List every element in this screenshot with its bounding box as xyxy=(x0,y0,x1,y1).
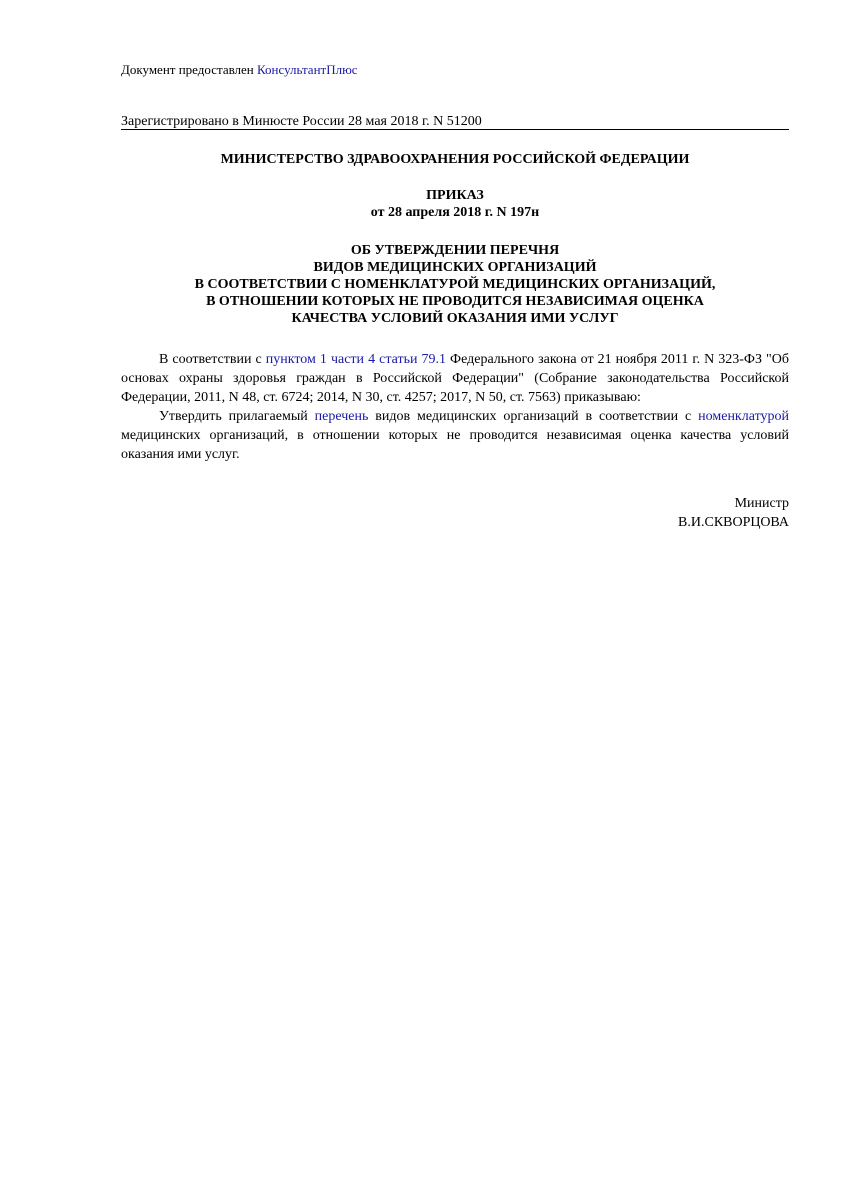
paragraph-text: Утвердить прилагаемый xyxy=(159,409,315,424)
paragraph-decision xyxy=(121,407,789,464)
signature-block xyxy=(121,494,789,532)
order-heading xyxy=(121,187,789,221)
consultant-brand-link[interactable]: Консультант xyxy=(257,62,327,77)
subject-line: В СООТВЕТСТВИИ С НОМЕНКЛАТУРОЙ МЕДИЦИНСКИХ ОРГАНИЗАЦИЙ, xyxy=(194,277,716,292)
paragraph-text: медицинских организаций, в отношении которых не проводится независимая оценка качества условий оказания ими услуг. xyxy=(121,428,789,462)
header-divider xyxy=(121,129,789,130)
ministry-heading: МИНИСТЕРСТВО ЗДРАВООХРАНЕНИЯ РОССИЙСКОЙ ФЕДЕРАЦИИ xyxy=(220,152,690,167)
provided-by-text: Документ предоставлен xyxy=(121,62,258,77)
order-subject xyxy=(121,242,789,327)
provided-by-line xyxy=(121,62,358,78)
subject-line: ВИДОВ МЕДИЦИНСКИХ ОРГАНИЗАЦИЙ xyxy=(313,260,597,275)
nomenclature-link[interactable]: номенклатурой xyxy=(698,409,789,424)
signatory-name: В.И.СКВОРЦОВА xyxy=(678,515,789,530)
plus-brand-link[interactable]: Плюс xyxy=(326,62,358,77)
subject-line: КАЧЕСТВА УСЛОВИЙ ОКАЗАНИЯ ИМИ УСЛУГ xyxy=(291,311,619,326)
signatory-title: Министр xyxy=(734,496,789,511)
registration-note: Зарегистрировано в Минюсте России 28 мая 2018 г. N 51200 xyxy=(121,114,482,129)
order-body xyxy=(121,350,789,464)
subject-line: ОБ УТВЕРЖДЕНИИ ПЕРЕЧНЯ xyxy=(350,243,560,258)
law-article-link[interactable]: пунктом 1 части 4 статьи 79.1 xyxy=(265,352,446,367)
order-date: от 28 апреля 2018 г. N 197н xyxy=(370,205,540,220)
paragraph-text: В соответствии с xyxy=(159,352,266,367)
paragraph-text: Федерального закона от 21 ноября 2011 г. N 323-ФЗ "Об основах охраны здоровья граждан в Российской Федерации" (Собрание законодательства Российской Федерации, 2011, N 48, ст. 6724; 2014, N 30, ст. 4257; 2017, N 50, ст. 7563) приказываю: xyxy=(121,352,789,405)
paragraph-legal-basis xyxy=(121,350,789,407)
paragraph-text: видов медицинских организаций в соответствии с xyxy=(368,409,699,424)
subject-line: В ОТНОШЕНИИ КОТОРЫХ НЕ ПРОВОДИТСЯ НЕЗАВИСИМАЯ ОЦЕНКА xyxy=(206,294,704,309)
list-link[interactable]: перечень xyxy=(314,409,369,424)
order-label: ПРИКАЗ xyxy=(426,188,484,203)
